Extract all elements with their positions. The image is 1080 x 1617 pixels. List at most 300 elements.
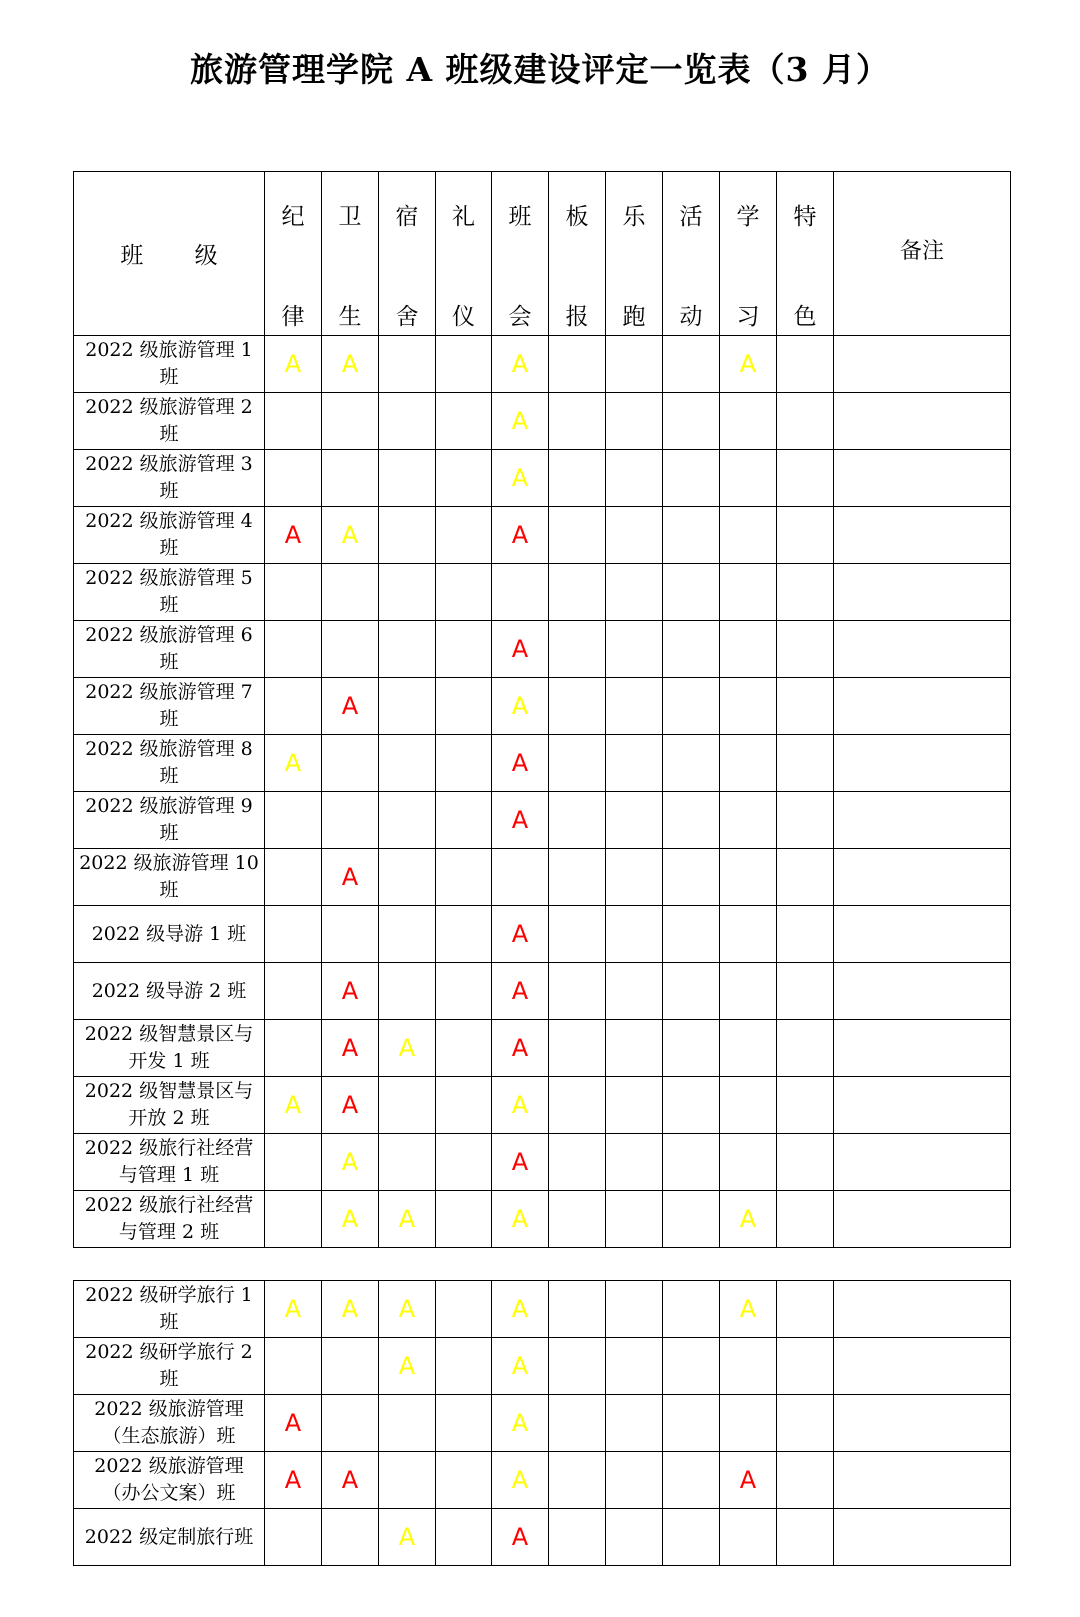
remark-cell bbox=[834, 507, 1011, 564]
grade-cell bbox=[492, 1134, 549, 1191]
grade-cell bbox=[265, 1281, 322, 1338]
grade-cell bbox=[492, 1338, 549, 1395]
grade-cell bbox=[549, 906, 606, 963]
grade-cell bbox=[436, 621, 492, 678]
grade-cell bbox=[720, 735, 777, 792]
column-header-char: 色 bbox=[793, 304, 817, 330]
class-name-cell: 2022 级导游 2 班 bbox=[74, 963, 265, 1020]
class-name-cell: 2022 级旅游管理 7 班 bbox=[74, 678, 265, 735]
grade-cell bbox=[492, 1452, 549, 1509]
grade-cell bbox=[492, 1077, 549, 1134]
remark-cell bbox=[834, 963, 1011, 1020]
grade-cell bbox=[777, 735, 834, 792]
table-row bbox=[74, 1452, 1011, 1509]
grade-cell bbox=[777, 1452, 834, 1509]
grade-cell bbox=[777, 1395, 834, 1452]
grade-cell bbox=[777, 1338, 834, 1395]
grade-cell bbox=[436, 393, 492, 450]
grade-mark-red: A bbox=[511, 920, 529, 948]
grade-cell bbox=[720, 1191, 777, 1248]
grade-cell bbox=[777, 906, 834, 963]
column-header-dormitory bbox=[379, 172, 436, 336]
column-header-feature bbox=[777, 172, 834, 336]
class-name-cell: 2022 级旅游管理 6 班 bbox=[74, 621, 265, 678]
grade-cell bbox=[549, 450, 606, 507]
grade-cell bbox=[663, 1077, 720, 1134]
grade-cell bbox=[663, 621, 720, 678]
class-name-cell: 2022 级旅游管理 10 班 bbox=[74, 849, 265, 906]
grade-mark-yellow: A bbox=[739, 1295, 757, 1323]
grade-cell bbox=[492, 906, 549, 963]
grade-cell bbox=[436, 1509, 492, 1566]
grade-cell bbox=[322, 507, 379, 564]
grade-cell bbox=[777, 1077, 834, 1134]
grade-mark-yellow: A bbox=[511, 1409, 529, 1437]
grade-cell bbox=[663, 1338, 720, 1395]
grade-cell bbox=[436, 1338, 492, 1395]
grade-mark-yellow: A bbox=[511, 1295, 529, 1323]
column-header-char: 会 bbox=[508, 304, 532, 330]
grade-cell bbox=[549, 735, 606, 792]
grade-cell bbox=[720, 1077, 777, 1134]
grade-cell bbox=[720, 1452, 777, 1509]
grade-cell bbox=[379, 1134, 436, 1191]
grade-cell bbox=[720, 564, 777, 621]
grade-cell bbox=[492, 507, 549, 564]
grade-cell bbox=[379, 1077, 436, 1134]
class-evaluation-table bbox=[73, 171, 1011, 1248]
grade-cell bbox=[436, 1281, 492, 1338]
column-header-running bbox=[606, 172, 663, 336]
grade-mark-red: A bbox=[511, 521, 529, 549]
grade-cell bbox=[606, 621, 663, 678]
grade-cell bbox=[720, 1281, 777, 1338]
column-header-study bbox=[720, 172, 777, 336]
grade-mark-yellow: A bbox=[398, 1205, 416, 1233]
table-row bbox=[74, 1077, 1011, 1134]
grade-cell bbox=[777, 1191, 834, 1248]
remark-cell bbox=[834, 336, 1011, 393]
grade-cell bbox=[265, 1452, 322, 1509]
grade-cell bbox=[436, 849, 492, 906]
grade-cell bbox=[265, 336, 322, 393]
grade-cell bbox=[492, 450, 549, 507]
class-name-cell: 2022 级旅行社经营与管理 2 班 bbox=[74, 1191, 265, 1248]
grade-cell bbox=[606, 1509, 663, 1566]
grade-cell bbox=[549, 678, 606, 735]
grade-cell bbox=[549, 1338, 606, 1395]
column-header-char: 宿 bbox=[395, 204, 419, 230]
remark-cell bbox=[834, 735, 1011, 792]
table-row bbox=[74, 1509, 1011, 1566]
grade-cell bbox=[720, 450, 777, 507]
grade-cell bbox=[379, 336, 436, 393]
column-header-class-meeting bbox=[492, 172, 549, 336]
grade-cell bbox=[492, 963, 549, 1020]
page-title: 旅游管理学院 A 班级建设评定一览表（3 月） bbox=[189, 50, 891, 89]
grade-cell bbox=[265, 1134, 322, 1191]
grade-cell bbox=[606, 1338, 663, 1395]
table-row bbox=[74, 1020, 1011, 1077]
class-name-cell: 2022 级旅游管理 2 班 bbox=[74, 393, 265, 450]
table-row bbox=[74, 393, 1011, 450]
grade-cell bbox=[720, 336, 777, 393]
grade-cell bbox=[322, 735, 379, 792]
grade-cell bbox=[720, 1338, 777, 1395]
grade-mark-red: A bbox=[511, 1523, 529, 1551]
column-header-blackboard bbox=[549, 172, 606, 336]
grade-cell bbox=[663, 963, 720, 1020]
grade-cell bbox=[265, 906, 322, 963]
grade-cell bbox=[720, 1020, 777, 1077]
grade-cell bbox=[436, 1452, 492, 1509]
grade-cell bbox=[720, 792, 777, 849]
class-name-cell: 2022 级研学旅行 2 班 bbox=[74, 1338, 265, 1395]
grade-cell bbox=[663, 336, 720, 393]
grade-cell bbox=[265, 735, 322, 792]
grade-cell bbox=[549, 393, 606, 450]
remark-cell bbox=[834, 393, 1011, 450]
grade-mark-red: A bbox=[341, 692, 359, 720]
grade-cell bbox=[265, 792, 322, 849]
grade-mark-yellow: A bbox=[511, 407, 529, 435]
grade-cell bbox=[549, 1452, 606, 1509]
class-name-cell: 2022 级智慧景区与开发 1 班 bbox=[74, 1020, 265, 1077]
class-name-cell: 2022 级导游 1 班 bbox=[74, 906, 265, 963]
grade-cell bbox=[436, 906, 492, 963]
grade-cell bbox=[549, 507, 606, 564]
grade-cell bbox=[379, 1338, 436, 1395]
column-header-etiquette bbox=[436, 172, 492, 336]
remark-cell bbox=[834, 678, 1011, 735]
grade-mark-yellow: A bbox=[511, 1466, 529, 1494]
grade-mark-yellow: A bbox=[739, 1205, 757, 1233]
table-header-row bbox=[74, 172, 1011, 336]
grade-cell bbox=[720, 621, 777, 678]
table-row bbox=[74, 906, 1011, 963]
grade-cell bbox=[379, 735, 436, 792]
column-header-activity bbox=[663, 172, 720, 336]
grade-mark-red: A bbox=[284, 1409, 302, 1437]
remark-cell bbox=[834, 906, 1011, 963]
class-name-cell: 2022 级旅游管理 1 班 bbox=[74, 336, 265, 393]
grade-cell bbox=[663, 678, 720, 735]
column-header-char: 板 bbox=[565, 204, 589, 230]
column-header-char: 学 bbox=[736, 204, 760, 230]
class-column-header: 班 级 bbox=[74, 172, 265, 336]
grade-cell bbox=[265, 1191, 322, 1248]
grade-cell bbox=[265, 450, 322, 507]
remark-cell bbox=[834, 1509, 1011, 1566]
column-header-char: 动 bbox=[679, 304, 703, 330]
grade-cell bbox=[606, 792, 663, 849]
grade-mark-red: A bbox=[284, 521, 302, 549]
grade-cell bbox=[663, 1509, 720, 1566]
grade-cell bbox=[549, 336, 606, 393]
remark-cell bbox=[834, 1395, 1011, 1452]
class-evaluation-table-continued bbox=[73, 1280, 1011, 1566]
grade-cell bbox=[720, 678, 777, 735]
grade-cell bbox=[777, 1134, 834, 1191]
grade-cell bbox=[777, 678, 834, 735]
grade-mark-red: A bbox=[341, 1091, 359, 1119]
remark-cell bbox=[834, 1191, 1011, 1248]
grade-cell bbox=[322, 450, 379, 507]
grade-cell bbox=[322, 336, 379, 393]
grade-cell bbox=[379, 1191, 436, 1248]
table-row bbox=[74, 1395, 1011, 1452]
grade-cell bbox=[777, 1020, 834, 1077]
remark-cell bbox=[834, 1134, 1011, 1191]
grade-cell bbox=[492, 678, 549, 735]
grade-cell bbox=[606, 1191, 663, 1248]
grade-cell bbox=[436, 792, 492, 849]
grade-cell bbox=[436, 450, 492, 507]
table-row bbox=[74, 678, 1011, 735]
grade-cell bbox=[549, 1395, 606, 1452]
grade-cell bbox=[322, 1281, 379, 1338]
grade-cell bbox=[436, 1395, 492, 1452]
grade-cell bbox=[720, 1395, 777, 1452]
table-row bbox=[74, 1191, 1011, 1248]
grade-cell bbox=[379, 393, 436, 450]
grade-cell bbox=[663, 507, 720, 564]
class-name-cell: 2022 级旅游管理（生态旅游）班 bbox=[74, 1395, 265, 1452]
grade-cell bbox=[663, 735, 720, 792]
grade-cell bbox=[265, 1395, 322, 1452]
grade-cell bbox=[777, 393, 834, 450]
grade-cell bbox=[322, 1077, 379, 1134]
grade-mark-yellow: A bbox=[511, 350, 529, 378]
grade-mark-red: A bbox=[511, 749, 529, 777]
column-header-char: 乐 bbox=[622, 204, 646, 230]
table-body bbox=[74, 1281, 1011, 1566]
grade-mark-yellow: A bbox=[511, 464, 529, 492]
column-header-char: 仪 bbox=[452, 304, 475, 330]
grade-cell bbox=[436, 735, 492, 792]
grade-cell bbox=[663, 564, 720, 621]
column-header-char: 活 bbox=[679, 204, 703, 230]
grade-cell bbox=[492, 1509, 549, 1566]
grade-mark-yellow: A bbox=[739, 350, 757, 378]
grade-cell bbox=[777, 507, 834, 564]
grade-cell bbox=[777, 564, 834, 621]
grade-cell bbox=[265, 507, 322, 564]
grade-cell bbox=[777, 621, 834, 678]
grade-mark-red: A bbox=[341, 1034, 359, 1062]
grade-cell bbox=[436, 963, 492, 1020]
grade-mark-yellow: A bbox=[284, 350, 302, 378]
grade-cell bbox=[492, 1020, 549, 1077]
grade-cell bbox=[720, 963, 777, 1020]
column-header-char: 班 bbox=[508, 204, 532, 230]
grade-cell bbox=[549, 621, 606, 678]
grade-cell bbox=[549, 1134, 606, 1191]
grade-cell bbox=[606, 963, 663, 1020]
grade-mark-yellow: A bbox=[284, 1295, 302, 1323]
grade-cell bbox=[606, 1452, 663, 1509]
grade-cell bbox=[777, 963, 834, 1020]
grade-cell bbox=[606, 735, 663, 792]
grade-mark-red: A bbox=[341, 977, 359, 1005]
grade-mark-red: A bbox=[511, 1148, 529, 1176]
grade-cell bbox=[720, 507, 777, 564]
remark-cell bbox=[834, 849, 1011, 906]
grade-cell bbox=[322, 621, 379, 678]
grade-cell bbox=[606, 1020, 663, 1077]
grade-cell bbox=[322, 1191, 379, 1248]
column-header-hygiene bbox=[322, 172, 379, 336]
grade-cell bbox=[436, 336, 492, 393]
grade-cell bbox=[379, 564, 436, 621]
grade-cell bbox=[379, 1020, 436, 1077]
grade-cell bbox=[720, 1134, 777, 1191]
column-header-char: 生 bbox=[338, 304, 362, 330]
grade-cell bbox=[492, 735, 549, 792]
grade-cell bbox=[436, 1020, 492, 1077]
grade-cell bbox=[492, 564, 549, 621]
grade-cell bbox=[606, 1077, 663, 1134]
grade-cell bbox=[777, 849, 834, 906]
grade-cell bbox=[492, 393, 549, 450]
class-name-cell: 2022 级旅游管理 8 班 bbox=[74, 735, 265, 792]
grade-mark-yellow: A bbox=[398, 1523, 416, 1551]
grade-cell bbox=[720, 849, 777, 906]
table-row bbox=[74, 1134, 1011, 1191]
remark-cell bbox=[834, 564, 1011, 621]
remark-cell bbox=[834, 621, 1011, 678]
class-name-cell: 2022 级旅行社经营与管理 1 班 bbox=[74, 1134, 265, 1191]
table-body bbox=[74, 336, 1011, 1248]
grade-cell bbox=[379, 1281, 436, 1338]
grade-cell bbox=[436, 1191, 492, 1248]
grade-cell bbox=[663, 792, 720, 849]
grade-cell bbox=[606, 507, 663, 564]
column-header-char: 跑 bbox=[622, 304, 646, 330]
grade-mark-yellow: A bbox=[341, 1205, 359, 1233]
class-name-cell: 2022 级定制旅行班 bbox=[74, 1509, 265, 1566]
grade-cell bbox=[606, 1134, 663, 1191]
grade-mark-yellow: A bbox=[511, 1091, 529, 1119]
column-header-char: 习 bbox=[736, 304, 760, 330]
grade-cell bbox=[777, 1509, 834, 1566]
grade-cell bbox=[663, 1395, 720, 1452]
grade-cell bbox=[492, 792, 549, 849]
grade-mark-red: A bbox=[511, 977, 529, 1005]
grade-cell bbox=[663, 906, 720, 963]
grade-cell bbox=[265, 1077, 322, 1134]
grade-cell bbox=[663, 1281, 720, 1338]
table-row bbox=[74, 1281, 1011, 1338]
grade-cell bbox=[379, 450, 436, 507]
grade-cell bbox=[322, 1134, 379, 1191]
grade-cell bbox=[265, 1509, 322, 1566]
class-name-cell: 2022 级旅游管理 9 班 bbox=[74, 792, 265, 849]
grade-cell bbox=[663, 1020, 720, 1077]
grade-cell bbox=[379, 792, 436, 849]
grade-cell bbox=[492, 336, 549, 393]
table-row bbox=[74, 621, 1011, 678]
grade-cell bbox=[322, 906, 379, 963]
grade-cell bbox=[606, 849, 663, 906]
grade-cell bbox=[492, 1395, 549, 1452]
grade-cell bbox=[606, 1281, 663, 1338]
grade-cell bbox=[720, 906, 777, 963]
remark-cell bbox=[834, 1020, 1011, 1077]
grade-cell bbox=[606, 450, 663, 507]
column-header-char: 礼 bbox=[452, 204, 475, 230]
column-header-char: 卫 bbox=[338, 204, 362, 230]
grade-cell bbox=[322, 1395, 379, 1452]
grade-cell bbox=[720, 393, 777, 450]
table-row bbox=[74, 450, 1011, 507]
grade-cell bbox=[777, 336, 834, 393]
grade-cell bbox=[265, 849, 322, 906]
grade-cell bbox=[265, 678, 322, 735]
grade-mark-yellow: A bbox=[341, 350, 359, 378]
grade-cell bbox=[322, 1452, 379, 1509]
grade-cell bbox=[492, 1281, 549, 1338]
class-name-cell: 2022 级研学旅行 1 班 bbox=[74, 1281, 265, 1338]
grade-mark-red: A bbox=[284, 1466, 302, 1494]
class-name-cell: 2022 级旅游管理 3 班 bbox=[74, 450, 265, 507]
grade-cell bbox=[663, 1191, 720, 1248]
grade-cell bbox=[379, 507, 436, 564]
grade-cell bbox=[265, 621, 322, 678]
remark-cell bbox=[834, 792, 1011, 849]
table-row bbox=[74, 963, 1011, 1020]
grade-cell bbox=[436, 1077, 492, 1134]
grade-cell bbox=[436, 1134, 492, 1191]
grade-cell bbox=[549, 1191, 606, 1248]
grade-cell bbox=[436, 507, 492, 564]
column-header-char: 报 bbox=[565, 304, 589, 330]
grade-mark-red: A bbox=[511, 1034, 529, 1062]
grade-cell bbox=[322, 792, 379, 849]
remark-column-header: 备注 bbox=[834, 172, 1011, 336]
table-row bbox=[74, 564, 1011, 621]
grade-cell bbox=[549, 963, 606, 1020]
grade-cell bbox=[777, 1281, 834, 1338]
remark-cell bbox=[834, 1338, 1011, 1395]
grade-cell bbox=[265, 1338, 322, 1395]
table-row bbox=[74, 507, 1011, 564]
grade-mark-red: A bbox=[511, 806, 529, 834]
table-row bbox=[74, 336, 1011, 393]
grade-cell bbox=[379, 1452, 436, 1509]
column-header-char: 纪 bbox=[281, 204, 305, 230]
grade-mark-yellow: A bbox=[511, 1352, 529, 1380]
grade-cell bbox=[322, 1509, 379, 1566]
grade-cell bbox=[379, 963, 436, 1020]
grade-cell bbox=[606, 1395, 663, 1452]
grade-cell bbox=[265, 393, 322, 450]
grade-cell bbox=[265, 564, 322, 621]
grade-cell bbox=[379, 906, 436, 963]
grade-cell bbox=[379, 1395, 436, 1452]
column-header-discipline bbox=[265, 172, 322, 336]
grade-cell bbox=[265, 1020, 322, 1077]
grade-mark-red: A bbox=[739, 1466, 757, 1494]
grade-cell bbox=[436, 678, 492, 735]
table-row bbox=[74, 1338, 1011, 1395]
grade-mark-yellow: A bbox=[398, 1352, 416, 1380]
table-row bbox=[74, 792, 1011, 849]
grade-cell bbox=[606, 906, 663, 963]
grade-mark-red: A bbox=[341, 863, 359, 891]
grade-cell bbox=[492, 849, 549, 906]
grade-cell bbox=[777, 792, 834, 849]
